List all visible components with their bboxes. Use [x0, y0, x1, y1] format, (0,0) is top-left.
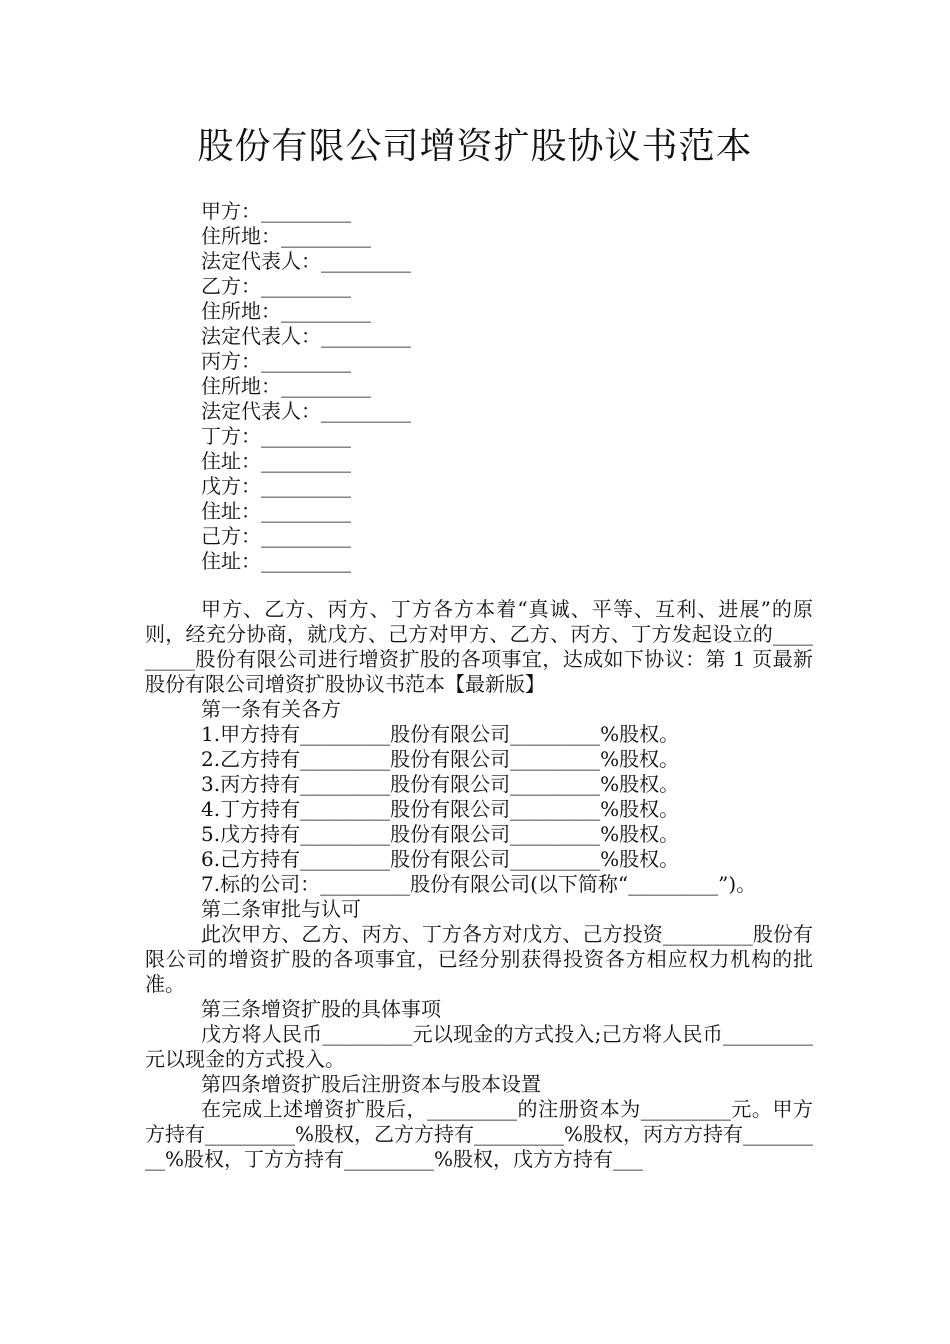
- party-line: 丁方：_________: [201, 424, 351, 448]
- article-1-heading: 第一条有关各方: [201, 697, 341, 721]
- party-line: 己方：_________: [201, 524, 351, 548]
- agreement-body: [145, 597, 813, 1172]
- document-title: 股份有限公司增资扩股协议书范本: [197, 126, 753, 167]
- party-line: 戊方：_________: [201, 474, 351, 498]
- article-4-heading: 第四条增资扩股后注册资本与股本设置: [201, 1072, 541, 1096]
- article-3-text: 戊方将人民币_________元以现金的方式投入;己方将人民币_________元以现金的方式投入。: [145, 1022, 813, 1071]
- article-1-item: 2.乙方持有_________股份有限公司_________%股权。: [201, 747, 680, 771]
- party-line: 法定代表人：_________: [201, 399, 411, 423]
- article-2-text: 此次甲方、乙方、丙方、丁方各方对戊方、己方投资_________股份有限公司的增资扩股的各项事宜，已经分别获得投资各方相应权力机构的批准。: [145, 922, 813, 996]
- party-line: 住所地：_________: [201, 299, 371, 323]
- party-line: 法定代表人：_________: [201, 324, 411, 348]
- party-line: 甲方：_________: [201, 199, 351, 223]
- article-1-item: 6.己方持有_________股份有限公司_________%股权。: [201, 847, 680, 871]
- party-line: 住所地：_________: [201, 224, 371, 248]
- article-2-heading: 第二条审批与认可: [201, 897, 361, 921]
- party-line: 乙方：_________: [201, 274, 351, 298]
- article-1-item: 3.丙方持有_________股份有限公司_________%股权。: [201, 772, 680, 796]
- party-list: [201, 199, 411, 574]
- party-line: 住址：_________: [201, 449, 351, 473]
- article-3-heading: 第三条增资扩股的具体事项: [201, 997, 441, 1021]
- article-1-item: 5.戊方持有_________股份有限公司_________%股权。: [201, 822, 680, 846]
- article-4-text: 在完成上述增资扩股后，_________的注册资本为_________元。甲方方持有_________%股权，乙方方持有_________%股权，丙方方持有_________%股权，丁方方持有_________%股权，戊方方持有___: [145, 1097, 814, 1171]
- party-line: 住址：_________: [201, 499, 351, 523]
- article-1-item: 4.丁方持有_________股份有限公司_________%股权。: [201, 797, 680, 821]
- party-line: 住址：_________: [201, 549, 351, 573]
- article-1-item: 1.甲方持有_________股份有限公司_________%股权。: [201, 722, 680, 746]
- party-line: 住所地：_________: [201, 374, 371, 398]
- party-line: 法定代表人：_________: [201, 249, 411, 273]
- article-1-item-7: 7.标的公司：_________股份有限公司(以下简称“_________”)。: [201, 872, 757, 896]
- intro-paragraph: 甲方、乙方、丙方、丁方各方本着“真诚、平等、互利、进展”的原则，经充分协商，就戊方、己方对甲方、乙方、丙方、丁方发起设立的_________股份有限公司进行增资扩股的各项事宜，达成如下协议：第 1 页最新股份有限公司增资扩股协议书范本【最新版】: [145, 597, 813, 696]
- party-line: 丙方：_________: [201, 349, 351, 373]
